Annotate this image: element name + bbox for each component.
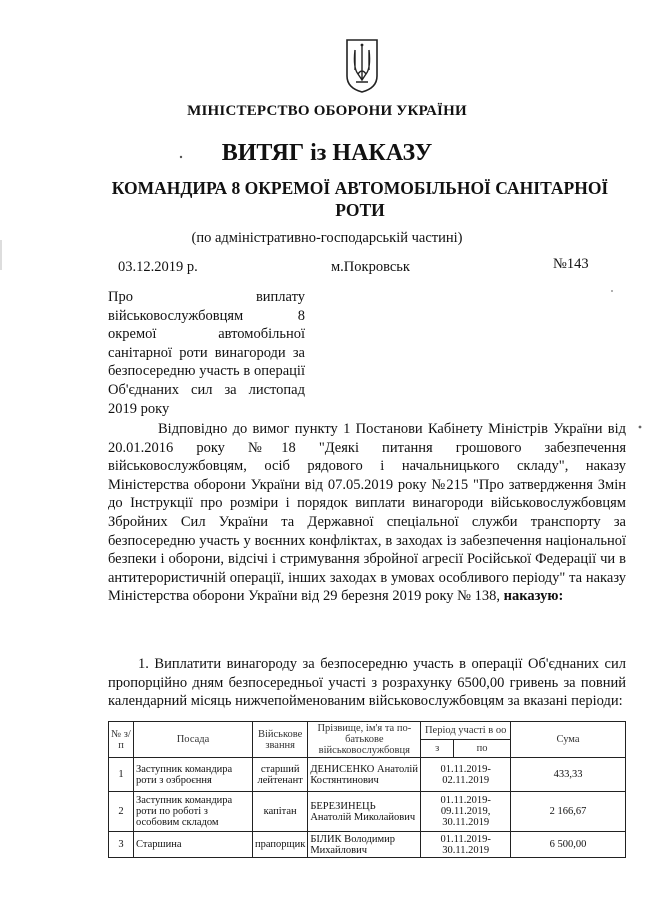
header-period: Період участі в оо — [421, 722, 511, 740]
header-name: Прізвище, ім'я та по-батькове військовослужбовця — [308, 722, 421, 758]
order-preamble — [108, 420, 626, 606]
table-row — [109, 758, 626, 792]
part-subtitle: (по адміністративно-господарській частині) — [191, 230, 463, 246]
order-subject: Про виплату військовослужбовцям 8 окремої автомобільної санітарної роти винагороди за безпосередню участь в операції Об'єднаних сил за листопад 2019 року — [108, 289, 305, 417]
row-rank: капітан — [253, 792, 308, 832]
order-item-1: 1. Виплатити винагороду за безпосередню участь в операції Об'єднаних сил пропорційно дням безпосередньої участі з розрахунку 6500,00 гривень за повний календарний місяць нижчепойменованим військовослужбовцям за вказані періоди: — [108, 656, 626, 710]
row-num: 3 — [109, 832, 134, 858]
ministry-name: МІНІСТЕРСТВО ОБОРОНИ УКРАЇНИ — [187, 103, 467, 119]
header-period-from: з — [421, 740, 454, 758]
row-name: БЕРЕЗИНЕЦЬ Анатолій Миколайович — [308, 792, 421, 832]
row-sum: 6 500,00 — [511, 832, 626, 858]
row-position: Заступник командира роти по роботі з особовим складом — [134, 792, 253, 832]
document-title: ВИТЯГ із НАКАЗУ — [221, 140, 433, 166]
coat-of-arms-icon — [344, 38, 380, 94]
row-sum: 433,33 — [511, 758, 626, 792]
row-period: 01.11.2019-02.11.2019 — [421, 758, 511, 792]
row-sum: 2 166,67 — [511, 792, 626, 832]
row-position: Заступник командира роти з озброєння — [134, 758, 253, 792]
preamble-text: Відповідно до вимог пункту 1 Постанови Кабінету Міністрів України від 20.01.2016 року №18 "Деякі питання грошового забезпечення військовослужбовцям, осіб рядового і начальницького складу", наказу Міністерства оборони України від 07.05.2019 року №215 "Про затвердження Змін до Інструкції про розміри і порядок виплати винагороди військовослужбовцям Збройних Сил України та Державної спеціальної служби транспорту за безпосередню участь у воєнних конфліктах, в заходах із забезпечення національної безпеки і оборони, відсічі і стримування збройної агресії Російської Федерації чи в антитерористичній операції, інших заходах в умовах особливого періоду" та наказу Міністерства оборони України від 29 березня 2019 року № 138, — [108, 421, 626, 605]
row-num: 1 — [109, 758, 134, 792]
header-num: № з/п — [109, 722, 134, 758]
row-period: 01.11.2019-30.11.2019 — [421, 832, 511, 858]
row-rank: старший лейтенант — [253, 758, 308, 792]
header-period-to: по — [454, 740, 511, 758]
row-num: 2 — [109, 792, 134, 832]
row-name: БІЛИК Володимир Михайлович — [308, 832, 421, 858]
table-row — [109, 792, 626, 832]
order-city: м.Покровськ — [331, 259, 410, 275]
table-row — [109, 832, 626, 858]
row-name: ДЕНИСЕНКО Анатолій Костянтинович — [308, 758, 421, 792]
row-rank: прапорщик — [253, 832, 308, 858]
header-sum: Сума — [511, 722, 626, 758]
header-rank: Військове звання — [253, 722, 308, 758]
order-word: наказую: — [503, 588, 564, 605]
order-date: 03.12.2019 р. — [118, 259, 198, 275]
commander-title: КОМАНДИРА 8 ОКРЕМОЇ АВТОМОБІЛЬНОЇ САНІТАРНОЇ РОТИ — [111, 178, 609, 220]
header-position: Посада — [134, 722, 253, 758]
row-period: 01.11.2019-09.11.2019, 30.11.2019 — [421, 792, 511, 832]
row-position: Старшина — [134, 832, 253, 858]
payment-table — [108, 721, 626, 858]
order-number: №143 — [553, 256, 589, 272]
